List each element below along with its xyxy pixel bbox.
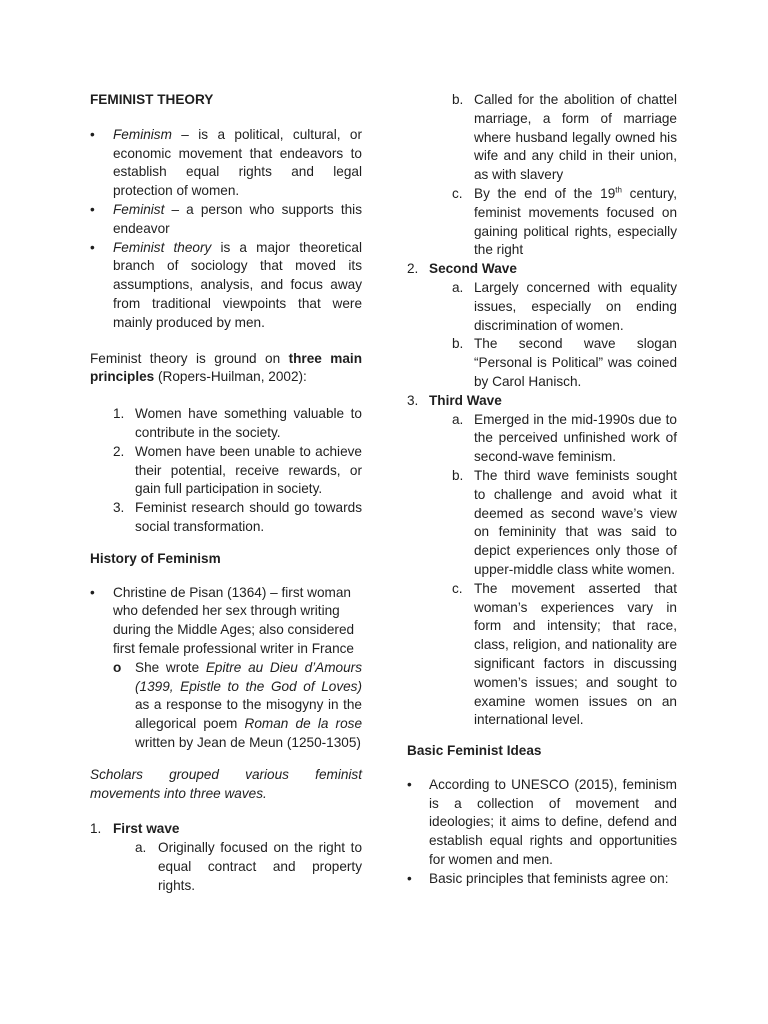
list-item: • Christine de Pisan (1364) – first woman who defended her sex through writing during the Middle Ages; also considered first female professional writer in France [90,584,362,659]
principles-list [90,405,362,537]
principles-intro: Feminist theory is ground on three main principles (Ropers-Huilman, 2002): [90,350,362,385]
list-item: b. The second wave slogan “Personal is Political” was coined by Carol Hanisch. [452,336,677,389]
list-item: • Feminism – is a political, cultural, or economic movement that endeavors to establish equal rights and legal protection of women. [90,126,362,201]
list-item: • Feminist theory is a major theoretical branch of sociology that moved its assumptions, analysis, and focus away from traditional viewpoints that were mainly produced by men. [90,239,362,333]
list-item: a. Largely concerned with equality issues, especially on ending discrimination of women. [452,279,677,333]
list-item: • Feminist – a person who supports this endeavor [90,201,362,239]
sub-list-item: o She wrote Epitre au Dieu d’Amours (1399, Epistle to the God of Loves) as a response to the misogyny in the allegorical poem Roman de la rose written by Jean de Meun (1250-1305) [90,659,362,753]
second-wave-heading: 2. Second Wave [407,261,517,277]
list-item: a. Originally focused on the right to equal contract and property rights. [135,840,362,893]
definitions-list [90,126,362,333]
list-item: 1. Women have something valuable to contribute in the society. [113,406,362,440]
list-item: c. The movement asserted that woman’s experiences vary in form and intensity; that race, class, religion, and nationality are significant factors in discussing women’s issues; and sought to examine women issues on an international level. [452,580,677,728]
list-item: c. By the end of the 19th century, feminist movements focused on gaining political rights, especially the right [452,185,677,258]
first-wave-heading: 1. First wave [90,821,180,837]
right-column [407,91,677,889]
list-item: 3. Feminist research should go towards social transformation. [113,500,362,534]
basic-ideas-heading: Basic Feminist Ideas [407,743,542,759]
list-item: • According to UNESCO (2015), feminism is a collection of movement and ideologies; it aims to define, defend and establish equal rights and opportunities for women and men. [407,776,677,870]
third-wave-heading: 3. Third Wave [407,392,502,408]
list-item: b. Called for the abolition of chattel marriage, a form of marriage where husband legally owned his wife and any child in their union, as with slavery [452,92,677,183]
list-item: a. Emerged in the mid-1990s due to the perceived unfinished work of second-wave feminism. [452,411,677,465]
history-heading: History of Feminism [90,550,221,566]
document-title: FEMINIST THEORY [90,92,214,107]
waves-intro: Scholars grouped various feminist movements into three waves. [90,766,362,801]
left-column [90,91,362,895]
list-item: 2. Women have been unable to achieve their potential, receive rewards, or gain full participation in society. [113,443,362,497]
list-item: • Basic principles that feminists agree on: [407,870,677,889]
history-list [90,584,362,659]
list-item: b. The third wave feminists sought to challenge and avoid what it deemed as second wave’s view on femininity that was said to depict experiences only those of upper-middle class white women. [452,467,677,577]
basic-ideas-list [407,776,677,889]
